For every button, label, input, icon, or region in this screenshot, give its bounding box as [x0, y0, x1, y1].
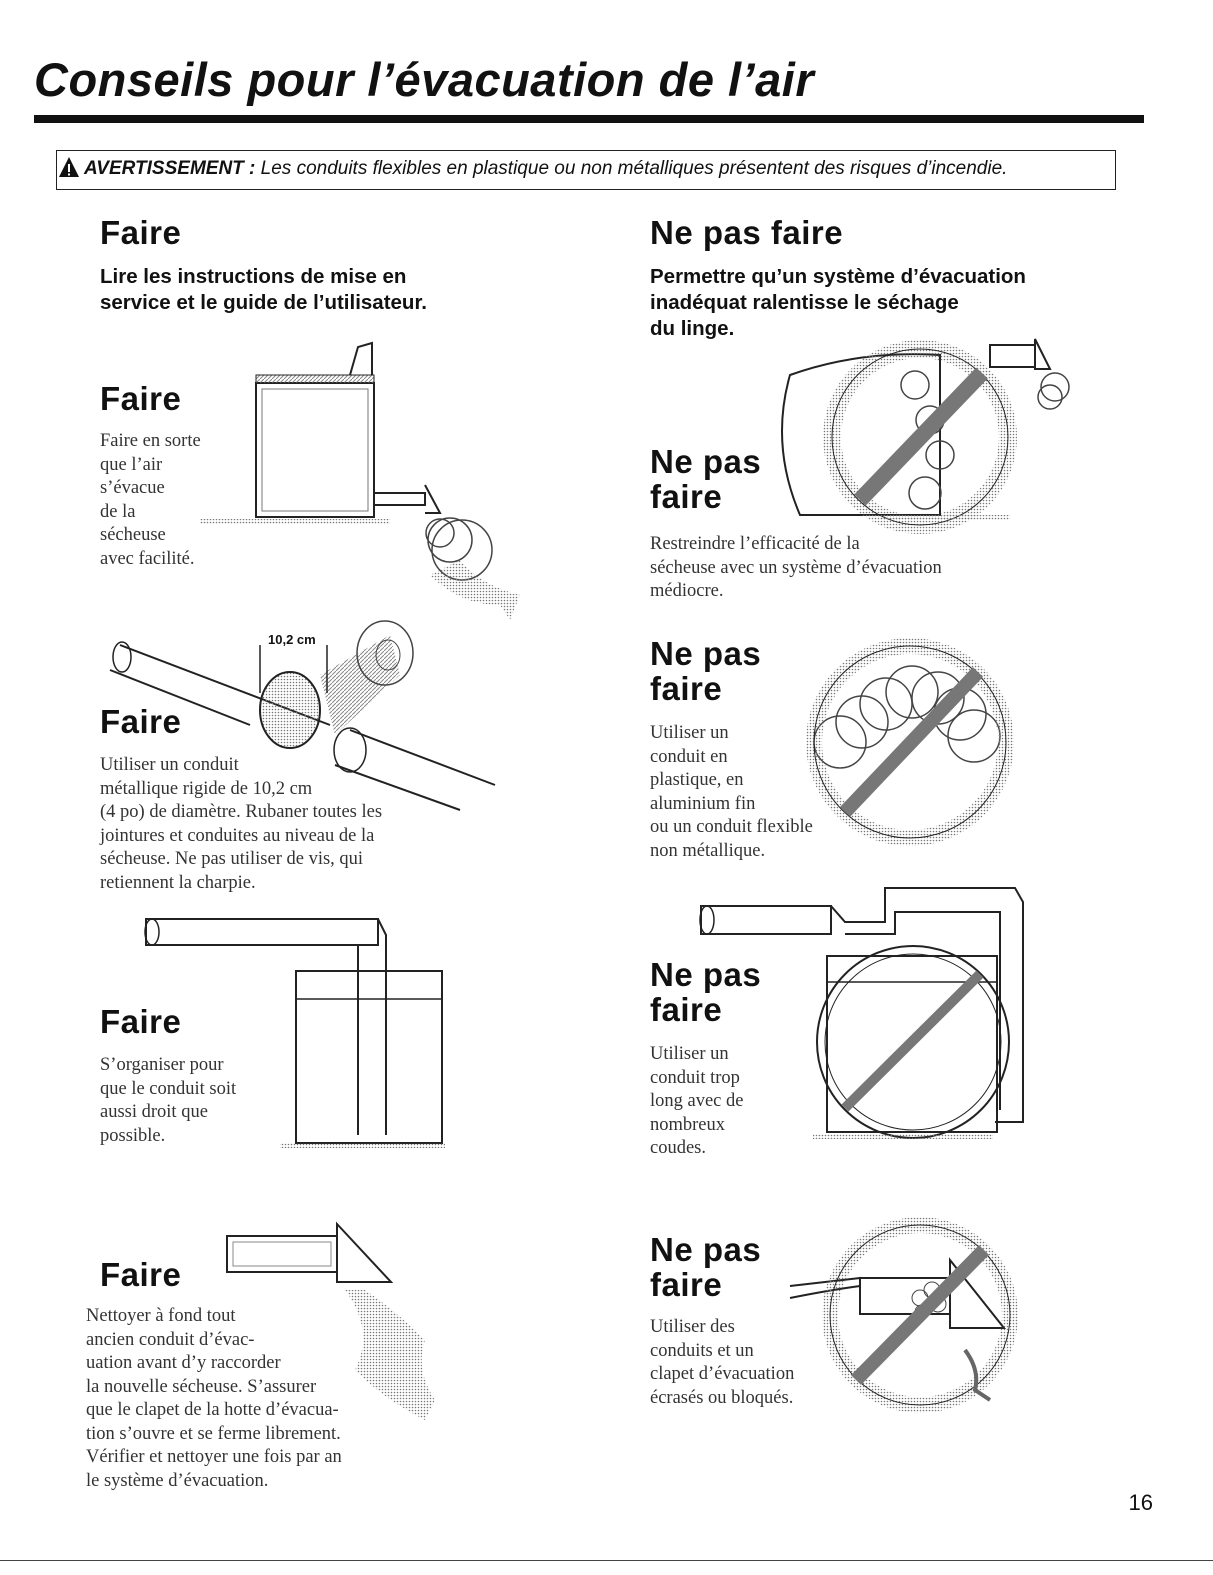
left-item-3-heading: Faire: [100, 1003, 182, 1040]
warning-triangle-icon: [58, 156, 80, 178]
right-subheading-line: du linge.: [650, 317, 735, 340]
right-item-1-heading: [650, 445, 761, 514]
left-item-4-heading: Faire: [100, 1256, 182, 1293]
text-line: écrasés ou bloqués.: [650, 1387, 794, 1408]
text-line: ou un conduit flexible: [650, 817, 813, 837]
right-item-4-heading: [650, 1233, 761, 1302]
right-item-3-text: [650, 1043, 744, 1161]
text-line: Utiliser un: [650, 723, 729, 743]
right-heading: Ne pas faire: [650, 214, 844, 251]
text-line: sécheuse: [100, 525, 166, 545]
text-line: la nouvelle sécheuse. S’assurer: [86, 1376, 317, 1397]
text-line: que le clapet de la hotte d’évacua-: [86, 1400, 339, 1420]
text-line: Utiliser un conduit: [100, 755, 239, 775]
text-line: coudes.: [650, 1138, 706, 1158]
right-item-4-text: [650, 1316, 794, 1410]
page-number: 16: [1128, 1490, 1153, 1515]
text-line: plastique, en: [650, 770, 744, 790]
title-rule: [34, 115, 1144, 123]
text-line: Vérifier et nettoyer une fois par an: [86, 1447, 342, 1467]
restricted-exhaust-illustration: [760, 325, 1070, 525]
bottom-rule: [0, 1560, 1213, 1561]
text-line: sécheuse. Ne pas utiliser de vis, qui: [100, 849, 364, 869]
heading-line: Ne pas: [650, 956, 762, 993]
text-line: de la: [100, 501, 136, 522]
text-line: conduit trop: [650, 1067, 740, 1088]
text-line: sécheuse avec un système d’évacuation: [650, 557, 942, 578]
left-subheading-line: service et le guide de l’utilisateur.: [100, 291, 427, 314]
heading-line: faire: [650, 990, 723, 1028]
heading-line: Ne pas: [650, 443, 762, 480]
text-line: métallique rigide de 10,2 cm: [100, 778, 313, 799]
text-line: aussi droit que: [100, 1102, 208, 1122]
text-line: uation avant d’y raccorder: [86, 1353, 281, 1373]
right-item-1-text: [650, 533, 942, 604]
text-line: ancien conduit d’évac-: [86, 1329, 255, 1350]
right-subheading-line: inadéquat ralentisse le séchage: [650, 291, 959, 314]
text-line: possible.: [100, 1125, 166, 1146]
text-line: (4 po) de diamètre. Rubaner toutes les: [100, 802, 383, 822]
heading-line: faire: [650, 669, 723, 707]
dryer-vent-illustration: [200, 335, 530, 625]
text-line: tion s’ouvre et se ferme librement.: [86, 1423, 341, 1444]
heading-line: faire: [650, 1265, 723, 1303]
text-line: que le conduit soit: [100, 1078, 237, 1099]
text-line: long avec de: [650, 1091, 744, 1111]
text-line: non métallique.: [650, 840, 766, 861]
heading-line: faire: [650, 477, 723, 515]
left-item-4-text: [86, 1305, 342, 1493]
dimension-label: 10,2 cm: [268, 632, 316, 647]
text-line: retiennent la charpie.: [100, 872, 256, 893]
left-item-2-text: [100, 754, 382, 895]
left-heading: Faire: [100, 214, 182, 251]
left-subheading: [100, 264, 427, 316]
right-subheading-line: Permettre qu’un système d’évacuation: [650, 265, 1026, 288]
left-item-1-text: [100, 430, 201, 571]
blocked-vent-illustration: [790, 1220, 1030, 1420]
text-line: s’évacue: [100, 478, 165, 498]
heading-line: Ne pas: [650, 635, 762, 672]
text-line: S’organiser pour: [100, 1055, 224, 1075]
text-line: que l’air: [100, 454, 163, 475]
flexible-duct-illustration: [800, 632, 1020, 852]
left-item-2-heading: Faire: [100, 703, 182, 740]
text-line: conduit en: [650, 746, 728, 767]
text-line: médiocre.: [650, 581, 724, 601]
text-line: jointures et conduites au niveau de la: [100, 825, 375, 846]
text-line: nombreux: [650, 1114, 726, 1135]
warning-message: Les conduits flexibles en plastique ou non métalliques présentent des risques d’incendie.: [260, 158, 1008, 179]
page-title: Conseils pour l’évacuation de l’air: [34, 53, 815, 106]
text-line: avec facilité.: [100, 548, 195, 569]
left-subheading-line: Lire les instructions de mise en: [100, 265, 407, 288]
text-line: clapet d’évacuation: [650, 1364, 795, 1384]
text-line: Restreindre l’efficacité de la: [650, 534, 860, 554]
text-line: le système d’évacuation.: [86, 1470, 269, 1491]
text-line: aluminium fin: [650, 793, 756, 814]
left-item-1-heading: Faire: [100, 380, 182, 417]
right-item-3-heading: [650, 958, 761, 1027]
warning-label: AVERTISSEMENT :: [84, 158, 256, 179]
heading-line: Ne pas: [650, 1231, 762, 1268]
text-line: Utiliser un: [650, 1044, 729, 1064]
text-line: Utiliser des: [650, 1317, 735, 1337]
right-item-2-text: [650, 722, 813, 863]
warning-text: [84, 158, 1007, 180]
text-line: Nettoyer à fond tout: [86, 1306, 236, 1326]
right-item-2-heading: [650, 637, 761, 706]
text-line: conduits et un: [650, 1340, 754, 1361]
left-item-3-text: [100, 1054, 236, 1148]
text-line: Faire en sorte: [100, 431, 201, 451]
